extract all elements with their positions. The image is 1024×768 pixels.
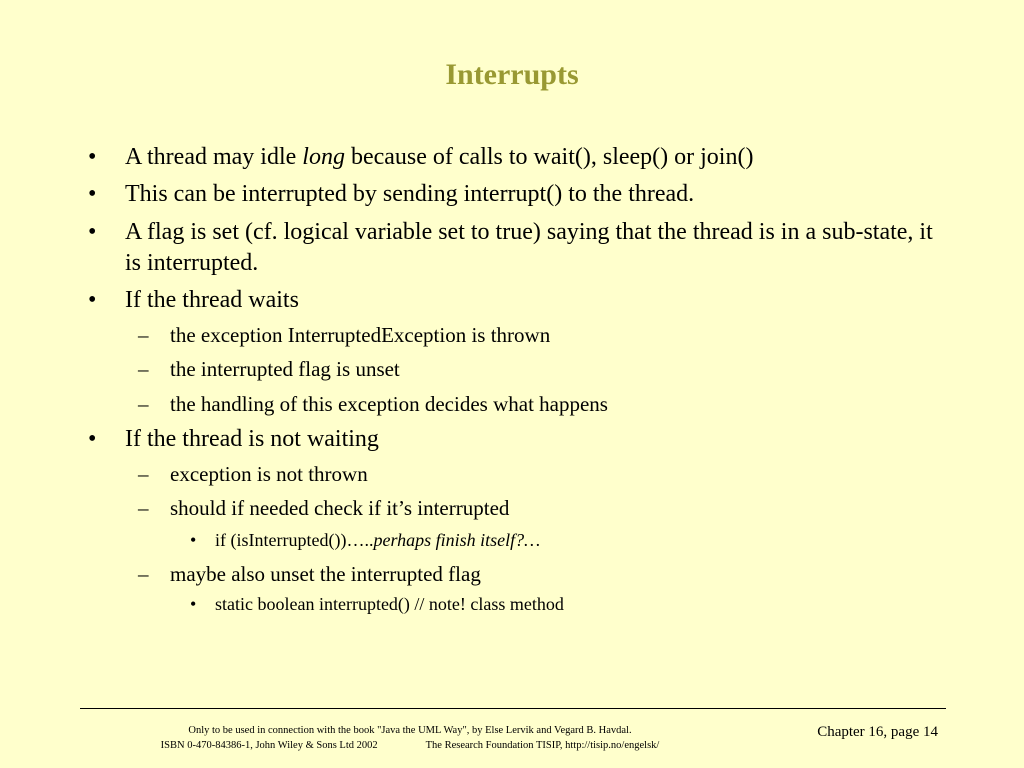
sub-sub-text: static boolean interrupted() // note! class method bbox=[215, 594, 564, 614]
dash-marker: – bbox=[138, 562, 149, 586]
sub-text: exception is not thrown bbox=[170, 462, 368, 486]
dash-marker: – bbox=[138, 323, 149, 347]
dash-marker: – bbox=[138, 496, 149, 520]
bullet-marker: • bbox=[190, 530, 197, 550]
bullet-text: If the thread waits bbox=[125, 287, 299, 313]
sub-text: the handling of this exception decides what happens bbox=[170, 392, 608, 416]
bullet-text: A thread may idle long because of calls to wait(), sleep() or join() bbox=[125, 144, 754, 170]
footer-foundation: The Research Foundation TISIP, http://tisip.no/engelsk/ bbox=[425, 740, 660, 751]
dash-marker: – bbox=[138, 462, 149, 486]
bullet-item bbox=[88, 217, 948, 279]
bullet-item bbox=[88, 285, 948, 316]
footer-line-2 bbox=[110, 738, 710, 753]
bullet-marker: • bbox=[88, 181, 97, 207]
bullet-item bbox=[88, 179, 948, 210]
dash-marker: – bbox=[138, 357, 149, 381]
sub-sub-text: if (isInterrupted())…..perhaps finish itself?… bbox=[215, 530, 541, 550]
sub-item bbox=[138, 561, 938, 587]
dash-marker: – bbox=[138, 392, 149, 416]
sub-text: maybe also unset the interrupted flag bbox=[170, 562, 481, 586]
bullet-marker: • bbox=[88, 219, 97, 245]
bullet-marker: • bbox=[88, 287, 97, 313]
sub-item bbox=[138, 495, 938, 521]
sub-sub-item bbox=[190, 529, 930, 551]
sub-item bbox=[138, 461, 938, 487]
slide-title: Interrupts bbox=[445, 58, 579, 91]
sub-item bbox=[138, 322, 938, 348]
page-number: Chapter 16, page 14 bbox=[817, 724, 938, 740]
sub-text: the interrupted flag is unset bbox=[170, 357, 400, 381]
sub-text: the exception InterruptedException is thrown bbox=[170, 323, 551, 347]
bullet-marker: • bbox=[88, 144, 97, 170]
sub-text: should if needed check if it’s interrupted bbox=[170, 496, 510, 520]
footer-notice bbox=[110, 723, 710, 753]
bullet-item bbox=[88, 142, 948, 173]
bullet-text: If the thread is not waiting bbox=[125, 426, 379, 452]
sub-item bbox=[138, 391, 938, 417]
bullet-marker: • bbox=[88, 426, 97, 452]
bullet-marker: • bbox=[190, 594, 197, 614]
bullet-text: This can be interrupted by sending interrupt() to the thread. bbox=[125, 181, 695, 207]
bullet-item bbox=[88, 424, 948, 455]
sub-item bbox=[138, 356, 938, 382]
footer-line-1: Only to be used in connection with the book "Java the UML Way", by Else Lervik and Vegard B. Havdal. bbox=[188, 725, 632, 736]
sub-sub-item bbox=[190, 593, 930, 615]
bullet-text: A flag is set (cf. logical variable set to true) saying that the thread is in a sub-state, it is interrupted. bbox=[125, 219, 933, 276]
footer-isbn: ISBN 0-470-84386-1, John Wiley & Sons Ltd 2002 bbox=[160, 740, 378, 751]
footer-divider bbox=[80, 708, 946, 709]
